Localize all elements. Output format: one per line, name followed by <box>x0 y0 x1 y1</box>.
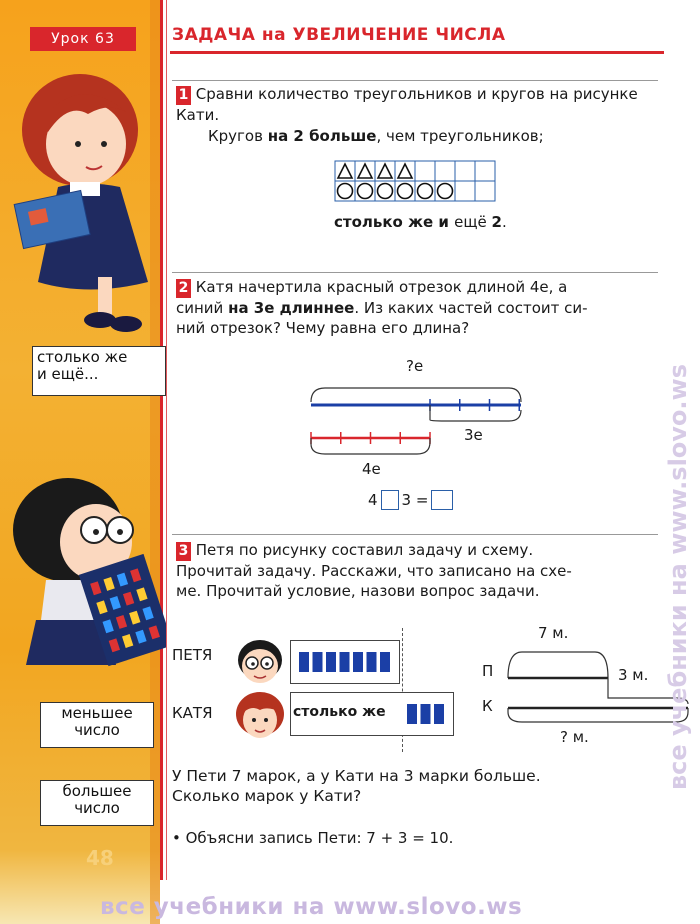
bottom-watermark: все учебники на www.slovo.ws <box>100 894 523 920</box>
boy-with-stamp-album-illustration <box>6 470 166 670</box>
stamp-icon <box>380 652 390 672</box>
task-1-statement <box>208 126 544 146</box>
grid-cell <box>475 181 495 201</box>
name-petya: ПЕТЯ <box>172 646 213 664</box>
task-3-line <box>176 540 660 561</box>
task-3-line: Прочитай задачу. Расскажи, что записано на схе- <box>176 562 572 580</box>
stamp-icon <box>326 652 336 672</box>
explain-text: • Объясни запись Пети: 7 + 3 = 10. <box>172 829 454 847</box>
grid-cell <box>435 161 455 181</box>
extra-length-label: 3е <box>464 426 483 444</box>
task-1-text <box>176 84 660 125</box>
side-note-greater-number <box>40 780 154 826</box>
stamp-icon <box>353 652 363 672</box>
side-note-line: столько же <box>37 348 128 366</box>
task-2-line <box>176 298 660 318</box>
side-note-same-and-more <box>32 346 166 396</box>
answer-box-operator[interactable] <box>381 490 399 510</box>
statement-text: Кругов <box>208 127 268 145</box>
statement-bold: на 2 больше <box>267 127 377 145</box>
task-2-line2-start: синий <box>176 299 229 317</box>
task-2-line <box>176 277 660 298</box>
statement-text-end: , чем треугольников; <box>376 127 544 145</box>
p-top-bracket <box>508 652 608 678</box>
total-length-label: ?е <box>406 357 424 375</box>
equation-mid: 3 = <box>401 491 429 509</box>
task-2-line1: Катя начертила красный отрезок длиной 4е, а <box>195 278 568 296</box>
task-3-line1: Петя по рисунку составил задачу и схему. <box>195 541 534 559</box>
extra-bracket <box>430 405 521 421</box>
side-note-smaller-number <box>40 702 154 748</box>
problem-line: У Пети 7 марок, а у Кати на 3 марки больше. <box>172 767 541 785</box>
stamp-icon <box>340 652 350 672</box>
task-1-caption <box>334 212 507 232</box>
page-number: 48 <box>86 846 114 870</box>
answer-box-result[interactable] <box>431 490 453 510</box>
task-2-line2-end: . Из каких частей состоит си- <box>354 299 588 317</box>
task-2-number: 2 <box>176 279 191 298</box>
margin-red-line <box>160 0 163 880</box>
grid-cell <box>455 181 475 201</box>
task-1-question: Сравни количество треугольников и кругов на рисунке Кати. <box>176 85 638 124</box>
caption-dot: . <box>501 213 507 231</box>
same-amount-label: столько же <box>293 704 386 720</box>
task-2-rule <box>172 272 658 273</box>
equation-left: 4 <box>368 491 378 509</box>
task-1-number: 1 <box>176 86 191 105</box>
girl-with-letter-illustration <box>8 62 158 342</box>
equation <box>368 490 453 510</box>
side-note-line: число <box>74 799 120 817</box>
scheme-label-k: К <box>482 697 493 715</box>
name-katya: КАТЯ <box>172 704 213 722</box>
problem-line: Сколько марок у Кати? <box>172 787 362 805</box>
segments-diagram <box>305 380 535 460</box>
side-watermark <box>658 150 698 790</box>
red-length-label: 4е <box>362 460 381 478</box>
task-3-number: 3 <box>176 542 191 561</box>
katya-face-icon <box>232 690 288 744</box>
task-3-line: ме. Прочитай условие, назови вопрос задачи. <box>176 582 540 600</box>
title-underline <box>170 51 664 54</box>
margin-red-line-thin <box>166 0 167 880</box>
problem-text <box>172 766 662 806</box>
grid-cell <box>415 161 435 181</box>
side-note-line: большее <box>62 782 132 800</box>
grid-cell <box>475 161 495 181</box>
side-note-line: число <box>74 721 120 739</box>
petya-stamp-card <box>290 640 400 684</box>
katya-stamp-card <box>290 692 454 736</box>
petya-stamps <box>291 641 399 683</box>
caption-bold: столько же <box>334 213 434 231</box>
page-title: ЗАДАЧА на УВЕЛИЧЕНИЕ ЧИСЛА <box>172 25 506 45</box>
side-note-line: меньшее <box>61 704 133 722</box>
scheme-extra-label: 3 м. <box>618 666 649 684</box>
task-3-text <box>176 540 660 601</box>
shapes-grid <box>334 160 498 204</box>
scheme-label-p: П <box>482 662 494 680</box>
task-3-rule <box>172 534 658 535</box>
stamp-icon <box>299 652 309 672</box>
caption-and: и <box>433 213 455 231</box>
katya-extra-stamps <box>399 693 453 735</box>
task-1-rule <box>172 80 658 81</box>
scheme-top-label: 7 м. <box>538 624 569 642</box>
stamp-icon <box>313 652 323 672</box>
stamp-icon <box>421 704 431 724</box>
side-note-line: и ещё... <box>37 365 99 383</box>
caption-text: ещё <box>454 213 492 231</box>
caption-number: 2 <box>491 213 502 231</box>
grid-cell <box>455 161 475 181</box>
task-2-text <box>176 277 660 338</box>
lesson-badge: Урок 63 <box>30 27 136 51</box>
stamp-icon <box>434 704 444 724</box>
stamp-icon <box>367 652 377 672</box>
side-watermark-text: все учебники на www.slovo.ws <box>664 364 692 790</box>
task-2-line2-bold: на 3е длиннее <box>228 299 355 317</box>
task-2-line: ний отрезок? Чему равна его длина? <box>176 319 470 337</box>
stamp-icon <box>407 704 417 724</box>
petya-face-icon <box>232 636 288 686</box>
scheme-bottom-label: ? м. <box>560 728 589 746</box>
